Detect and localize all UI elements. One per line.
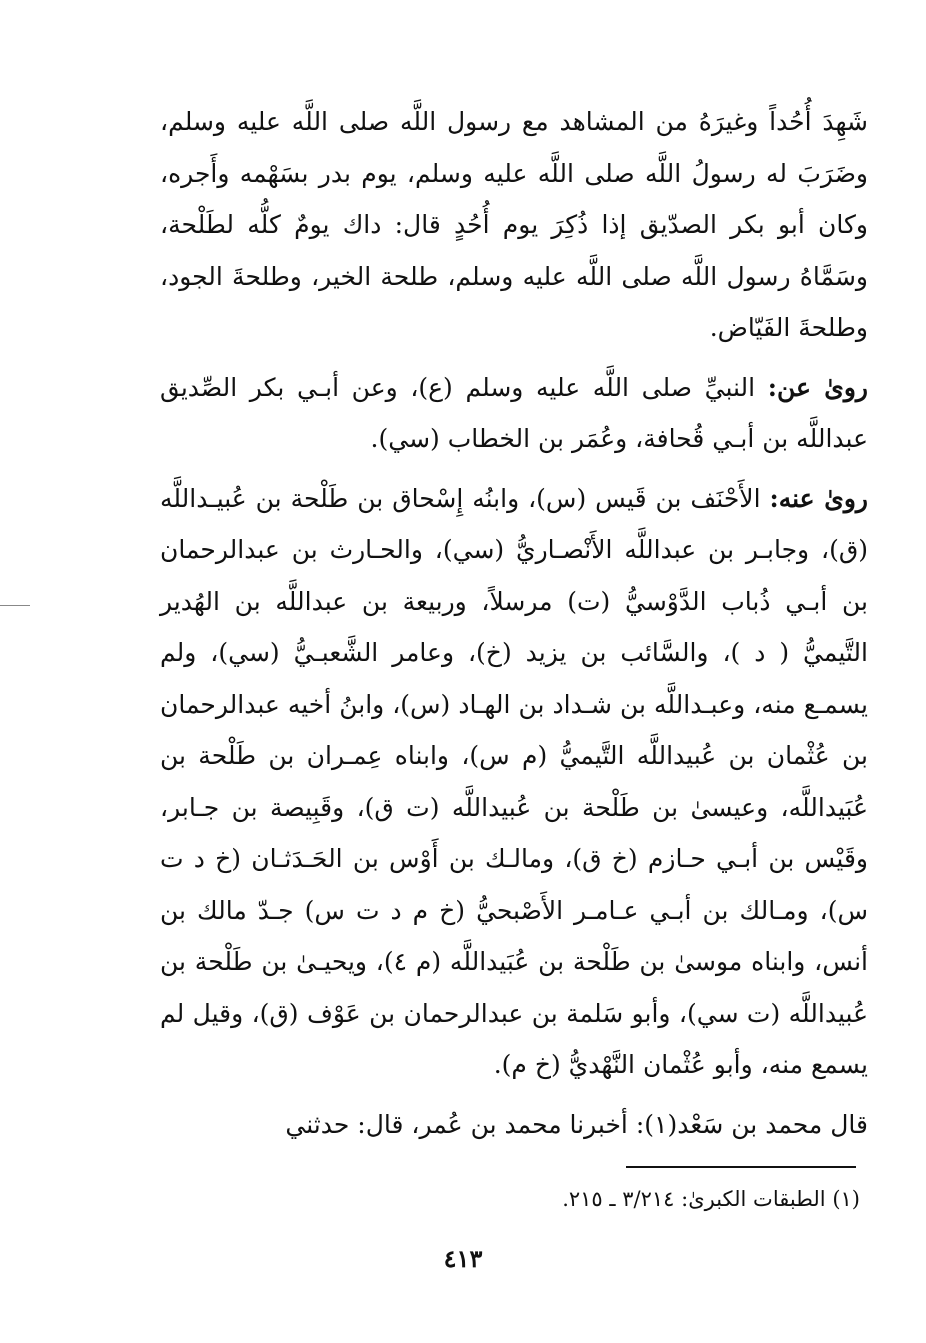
paragraph-text: قال محمد بن سَعْد(١): أخبرنا محمد بن عُمر، قال: حدثني bbox=[285, 1109, 868, 1139]
paragraph-narrators bbox=[160, 473, 868, 1091]
footnote-divider bbox=[626, 1166, 856, 1168]
paragraph-text: الأَحْنَف بن قَيس (س)، وابنُه إِسْحاق بن طَلْحة بن عُبيـداللَّه (ق)، وجابـر بن عبداللَّه الأَنْصـاريُّ (سي)، والحـارث بن عبدالرحمان بن أبـي ذُباب الدَّوْسيُّ (ت) مرسلاً، وربيعة بن عبداللَّه بن الهُدير التَّيميُّ ( د )، والسَّائب بن يزيد (خ)، وعامر الشَّعبـيُّ (سي)، ولم يسمـع منه، وعبـداللَّه بن شـداد بن الهـاد (س)، وابنُ أخيه عبدالرحمان بن عُثْمان بن عُبيداللَّه التَّيميُّ (م س)، وابناه عِمـران بن طَلْحة بن عُبَيداللَّه، وعيسىٰ بن طَلْحة بن عُبيداللَّه (ت ق)، وقَبِيصة بن جـابر، وقَيْس بن أبـي حـازم (خ ق)، ومالـك بن أَوْس بن الحَـدَثـان (خ د ت س)، ومـالك بن أبـي عـامـر الأَصْبحيُّ (خ م د ت س) جـدّ مالك بن أنس، وابناه موسىٰ بن طَلْحة بن عُبَيداللَّه (م ٤)، ويحيـىٰ بن طَلْحة بن عُبيداللَّه (ت سي)، وأبو سَلمة بن عبدالرحمان بن عَوْف (ق)، وقيل لم يسمع منه، وأبو عُثْمان النَّهْديُّ (خ م). bbox=[160, 483, 868, 1079]
paragraph-narrated-from bbox=[160, 362, 868, 465]
page-number: ٤١٣ bbox=[443, 1244, 483, 1273]
paragraph-biography bbox=[160, 96, 868, 354]
paragraph-lead: روىٰ عن: bbox=[767, 372, 868, 402]
paragraph-text: النبيِّ صلى اللَّه عليه وسلم (ع)، وعن أبـي بكر الصِّديق عبداللَّه بن أبـي قُحافة، وعُمَر بن الخطاب (سي). bbox=[160, 372, 868, 453]
scan-edge-mark bbox=[0, 605, 30, 606]
paragraph-ibn-saad bbox=[160, 1099, 868, 1151]
footnote: (١) الطبقات الكبرىٰ: ٣/٢١٤ ـ ٢١٥. bbox=[562, 1187, 860, 1211]
paragraph-text: شَهِدَ أُحُداً وغيرَهُ من المشاهد مع رسول اللَّه صلى اللَّه عليه وسلم، وضَرَبَ له رسولُ اللَّه صلى اللَّه عليه وسلم، يوم بدر بسَهْمه وأَجره، وكان أبو بكر الصدّيق إذا ذُكِرَ يوم أُحُدٍ قال: داك يومٌ كلُّه لطَلْحة، وسَمَّاهُ رسول اللَّه صلى اللَّه عليه وسلم، طلحة الخير، وطلحةَ الجود، وطلحةَ الفَيّاض. bbox=[160, 107, 868, 342]
paragraph-lead: روىٰ عنه: bbox=[769, 483, 868, 513]
main-text-block bbox=[160, 96, 868, 1150]
